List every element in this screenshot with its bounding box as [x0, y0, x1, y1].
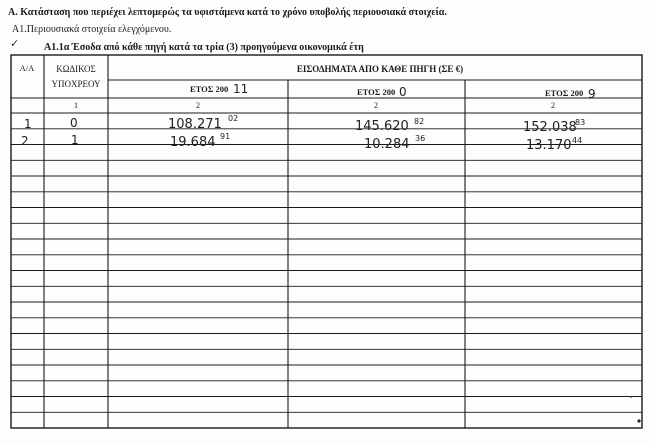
row-1-value-2-cents: 82	[414, 117, 425, 126]
form-heading-a11: A1.1α Έσοδα από κάθε πηγή κατά τα τρία (3) προηγούμενα οικονομικά έτη	[44, 42, 364, 53]
year-1-handwritten: 11	[233, 82, 249, 96]
col-number-2b: 2	[374, 101, 378, 110]
form-heading-a1: A1.Περιουσιακά στοιχεία ελεγχόμενου.	[12, 24, 172, 35]
row-2-value-1: 19.684	[170, 135, 216, 150]
row-1-value-1: 108.271	[168, 117, 222, 132]
col-code-header-1: ΚΩΔΙΚΟΣ	[56, 64, 96, 74]
year-3-handwritten: 9	[588, 87, 596, 101]
income-header: ΕΙΣΟΔΗΜΑΤΑ ΑΠΟ ΚΑΘΕ ΠΗΓΗ (ΣΕ €)	[296, 64, 464, 74]
row-1-code: 0	[70, 116, 78, 130]
row-1-value-2: 145.620	[355, 119, 409, 134]
row-2-value-1-cents: 91	[220, 132, 231, 141]
col-code-header-2: ΥΠΟΧΡΕΟΥ	[51, 79, 101, 89]
year-1-prefix: ΕΤΟΣ 200	[190, 84, 229, 94]
year-3-prefix: ΕΤΟΣ 200	[545, 88, 584, 98]
row-2-value-3-cents: 44	[572, 136, 583, 145]
form-heading-a: A. Κατάσταση που περιέχει λεπτομερώς τα υφιστάμενα κατά το χρόνο υποβολής περιουσιακά στοιχεία.	[8, 7, 447, 18]
row-1-value-1-cents: 02	[228, 114, 239, 123]
row-2-code: 1	[71, 133, 79, 147]
year-2-handwritten: 0	[399, 85, 407, 99]
row-1-value-3-cents: 83	[575, 118, 586, 127]
check-mark-icon: ✓	[10, 38, 20, 50]
row-2-value-3: 13.170	[526, 138, 572, 153]
col-aa-header: Α/Α	[19, 63, 35, 73]
scan-speck	[637, 419, 640, 422]
col-number-1: 1	[74, 101, 78, 110]
table-frame	[11, 55, 642, 428]
col-number-2c: 2	[551, 101, 555, 110]
row-1-aa: 1	[24, 117, 32, 131]
row-lines	[11, 129, 642, 413]
scan-speck	[630, 396, 632, 398]
year-2-prefix: ΕΤΟΣ 200	[357, 87, 396, 97]
row-2-aa: 2	[21, 134, 29, 148]
row-1-value-3: 152.038	[523, 120, 577, 135]
row-2-value-2-cents: 36	[415, 134, 426, 143]
col-number-2a: 2	[196, 101, 200, 110]
row-2-value-2: 10.284	[364, 137, 410, 152]
